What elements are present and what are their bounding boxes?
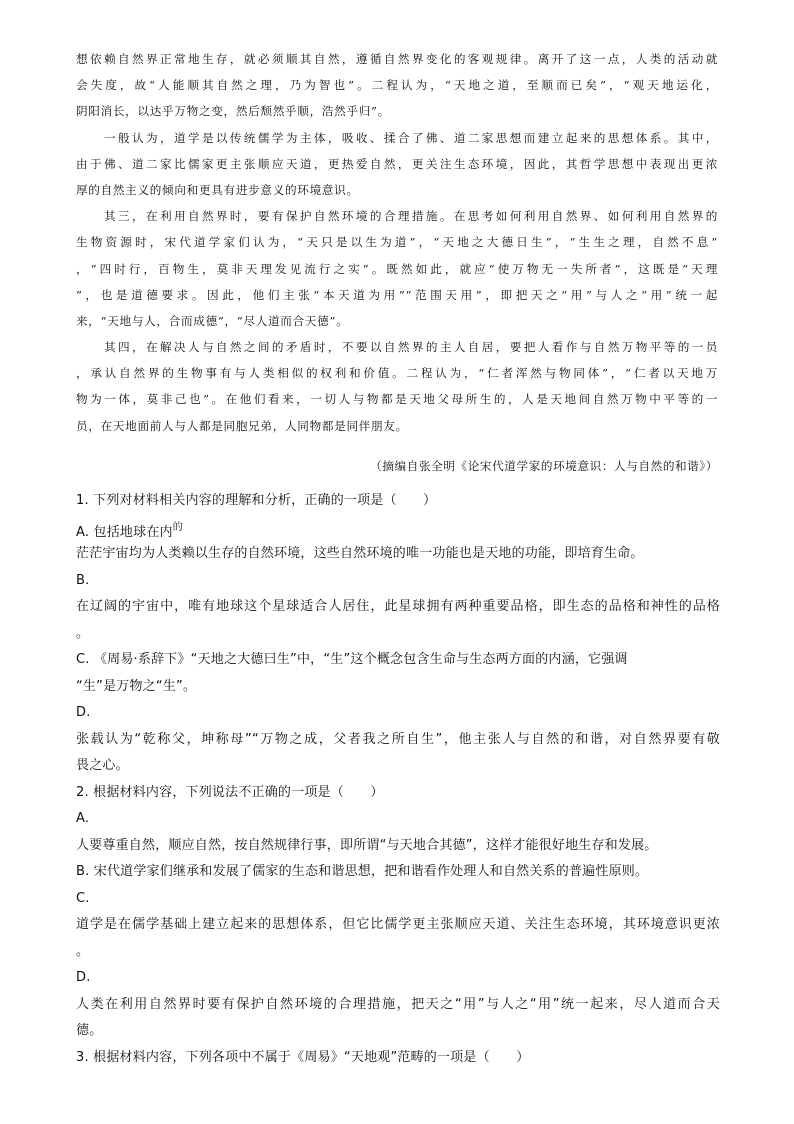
- passage-line: 由于佛、道二家比儒家更主张顺应天道，更热爱自然，更关注生态环境，因此，其哲学思想中表现出更浓: [76, 156, 718, 171]
- question-2-option-c-cont: 。: [76, 943, 90, 959]
- question-1-option-d-label: D.: [76, 705, 91, 720]
- question-1-option-b-cont: 。: [76, 625, 90, 641]
- question-1-option-b-label: B.: [76, 572, 90, 588]
- passage-line: 阴阳消长，以达乎万物之变，然后颓然乎顺，浩然乎归”。: [76, 104, 390, 119]
- question-1-option-a-label: A. 包括地球在内$^的$: [76, 521, 183, 540]
- question-2-option-d: 人类在利用自然界时要有保护自然环境的合理措施，把天之“用”与人之“用”统一起来，尽人道而合天: [76, 996, 720, 1012]
- question-2-option-c-label: C.: [76, 890, 90, 906]
- question-2-option-a: 人要尊重自然，顺应自然，按自然规律行事，即所谓“与天地合其德”，这样才能很好地生存和发展。: [76, 837, 658, 853]
- question-1-stem: 1. 下列对材料相关内容的理解和分析，正确的一项是（ ）: [76, 493, 437, 508]
- question-1-option-c: C. 《周易·系辞下》“天地之大德曰生”中，“生”这个概念包含生命与生态两方面的内涵，它强调: [76, 652, 628, 667]
- question-2-option-b: B. 宋代道学家们继承和发展了儒家的生态和谐思想，把和谐看作处理人和自然关系的普遍性原则。: [76, 864, 649, 879]
- passage-source: （摘编自张全明《论宋代道学家的环境意识：人与自然的和谐》）: [370, 459, 718, 473]
- question-1-option-d: 张载认为“乾称父，坤称母”“万物之成，父者我之所自生”，他主张人与自然的和谐，对自然界要有敬: [76, 731, 720, 747]
- question-2-option-a-label: A.: [76, 811, 90, 826]
- passage-line: 来，“天地与人，合而成德”，“尽人道而合天德”。: [76, 313, 349, 328]
- question-2-option-d-label: D.: [76, 970, 91, 985]
- question-1-option-c-cont: “生”是万物之“生”。: [76, 678, 197, 694]
- passage-line: 生物资源时，宋代道学家们认为，“天只是以生为道”，“天地之大德日生”，“生生之理，自然不息”: [76, 235, 718, 250]
- passage-line: 物为一体，莫非己也”。在他们看来，一切人与物都是天地父母所生的，人是天地间自然万物中平等的一: [76, 392, 718, 407]
- passage-line: ，“四时行，百物生，莫非天理发见流行之实”。既然如此，就应“使万物无一失所者”，这既是“天理: [76, 261, 718, 276]
- passage-line: ，承认自然界的生物事有与人类相似的权利和价值。二程认为，“仁者浑然与物同体”，“仁者以天地万: [76, 366, 718, 381]
- passage-line: 员，在天地面前人与人都是同胞兄弟，人同物都是同伴朋友。: [76, 418, 408, 433]
- question-2-option-d-cont: 德。: [76, 1023, 103, 1038]
- passage-line: 想依赖自然界正常地生存，就必须顺其自然，遵循自然界变化的客观规律。离开了这一点，人类的活动就: [76, 52, 718, 66]
- question-2-option-c: 道学是在儒学基础上建立起来的思想体系，但它比儒学更主张顺应天道、关注生态环境，其环境意识更浓: [76, 917, 720, 932]
- question-1-option-b: 在辽阔的宇宙中，唯有地球这个星球适合人居住，此星球拥有两种重要品格，即生态的品格和神性的品格: [76, 599, 720, 614]
- passage-line: 其三，在利用自然界时，要有保护自然环境的合理措施。在思考如何利用自然界、如何利用自然界的: [76, 209, 718, 224]
- passage-line: 会失度，故“人能顺其自然之理，乃为智也”。二程认为，“天地之道，至顺而已矣”，“观天地运化，: [76, 78, 718, 93]
- reading-passage: [76, 46, 718, 439]
- question-3-stem: 3. 根据材料内容，下列各项中不属于《周易》“天地观”范畴的一项是（ ）: [76, 1049, 530, 1065]
- question-2-stem: 2. 根据材料内容，下列说法不正确的一项是（ ）: [76, 784, 384, 800]
- passage-line: 厚的自然主义的倾向和更具有进步意义的环境意识。: [76, 182, 359, 197]
- option-a-superscript: 的: [172, 521, 183, 533]
- question-1-option-a: 茫茫宇宙均为人类赖以生存的自然环境，这些自然环境的唯一功能也是天地的功能，即培育生命。: [76, 546, 644, 561]
- passage-line: ”，也是道德要求。因此，他们主张“本天道为用”“范围天用”，即把天之“用”与人之“用”统一起: [76, 287, 718, 302]
- question-list: [76, 488, 720, 1071]
- passage-line: 一般认为，道学是以传统儒学为主体，吸收、揉合了佛、道二家思想而建立起来的思想体系。其中，: [76, 130, 718, 145]
- question-1-option-d-cont: 畏之心。: [76, 758, 129, 773]
- passage-line: 其四，在解决人与自然之间的矛盾时，不要以自然界的主人自居，要把人看作与自然万物平等的一员: [76, 340, 718, 355]
